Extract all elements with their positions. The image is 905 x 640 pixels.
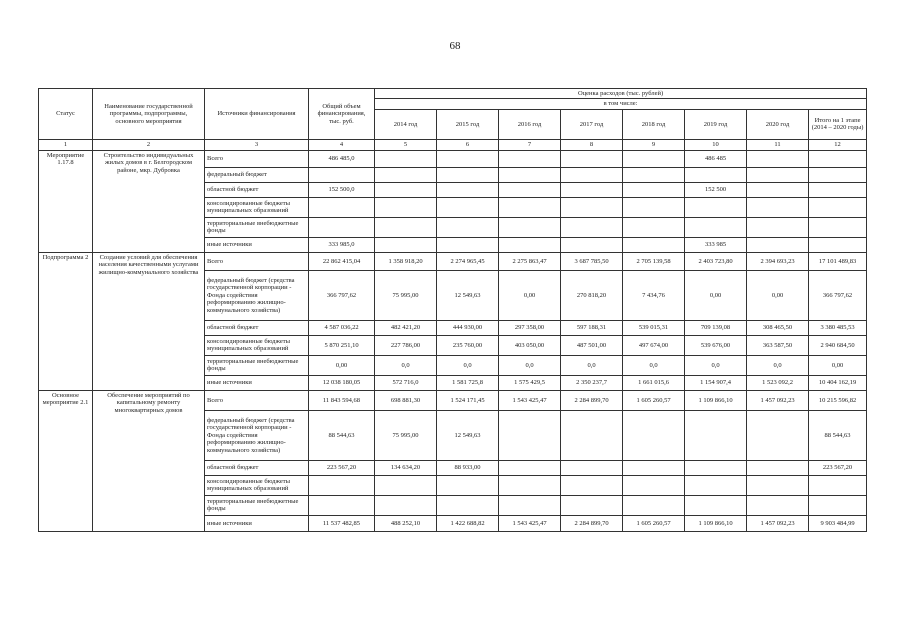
funding-source: иные источники xyxy=(205,375,309,390)
header-status: Статус xyxy=(39,89,93,140)
year-value: 1 605 260,57 xyxy=(623,390,685,410)
header-year: 2014 год xyxy=(375,109,437,139)
year-value xyxy=(561,197,623,217)
year-value xyxy=(561,217,623,237)
year-value xyxy=(499,495,561,515)
year-value: 2 403 723,80 xyxy=(685,252,747,270)
year-value: 333 985 xyxy=(685,237,747,252)
year-value xyxy=(375,237,437,252)
funding-source: федеральный бюджет (средства государственной корпорации - Фонда содействия реформированию жилищно-коммунального хозяйства) xyxy=(205,410,309,460)
total-value xyxy=(309,197,375,217)
total-value: 12 038 180,05 xyxy=(309,375,375,390)
header-year: 2016 год xyxy=(499,109,561,139)
funding-source: иные источники xyxy=(205,515,309,531)
year-value: 2 705 139,58 xyxy=(623,252,685,270)
year-value xyxy=(561,495,623,515)
year-value xyxy=(623,197,685,217)
year-value xyxy=(499,167,561,182)
year-value xyxy=(623,217,685,237)
year-value: 9 903 484,99 xyxy=(809,515,867,531)
year-value xyxy=(623,475,685,495)
column-number: 3 xyxy=(205,139,309,150)
column-number: 2 xyxy=(93,139,205,150)
page-number: 68 xyxy=(449,40,461,52)
year-value: 75 995,00 xyxy=(375,270,437,320)
year-value xyxy=(437,182,499,197)
year-value xyxy=(809,495,867,515)
year-value xyxy=(437,475,499,495)
year-value xyxy=(747,182,809,197)
year-value: 1 109 866,10 xyxy=(685,390,747,410)
total-value: 4 587 036,22 xyxy=(309,320,375,335)
year-value xyxy=(561,167,623,182)
year-value xyxy=(623,237,685,252)
row-status: Мероприятие 1.17.8 xyxy=(39,150,93,252)
year-value: 0,0 xyxy=(623,355,685,375)
funding-source: иные источники xyxy=(205,237,309,252)
year-value xyxy=(561,182,623,197)
year-value: 572 716,0 xyxy=(375,375,437,390)
year-value xyxy=(561,410,623,460)
year-value xyxy=(499,475,561,495)
year-value: 403 050,00 xyxy=(499,335,561,355)
year-value: 10 404 162,19 xyxy=(809,375,867,390)
year-value: 486 485 xyxy=(685,150,747,167)
year-value: 1 422 688,82 xyxy=(437,515,499,531)
funding-source: областной бюджет xyxy=(205,460,309,475)
year-value: 2 350 237,7 xyxy=(561,375,623,390)
year-value: 1 457 092,23 xyxy=(747,390,809,410)
year-value: 0,00 xyxy=(809,355,867,375)
year-value: 0,0 xyxy=(499,355,561,375)
year-value xyxy=(809,217,867,237)
year-value xyxy=(685,197,747,217)
total-value xyxy=(309,167,375,182)
year-value xyxy=(437,495,499,515)
year-value: 88 544,63 xyxy=(809,410,867,460)
column-number: 8 xyxy=(561,139,623,150)
total-value: 22 862 415,04 xyxy=(309,252,375,270)
column-number: 4 xyxy=(309,139,375,150)
year-value: 270 818,20 xyxy=(561,270,623,320)
total-value: 152 500,0 xyxy=(309,182,375,197)
year-value: 0,0 xyxy=(561,355,623,375)
year-value xyxy=(437,217,499,237)
year-value xyxy=(499,410,561,460)
column-number: 7 xyxy=(499,139,561,150)
year-value xyxy=(685,495,747,515)
year-value xyxy=(561,460,623,475)
year-value xyxy=(747,460,809,475)
header-year: 2020 год xyxy=(747,109,809,139)
year-value xyxy=(685,217,747,237)
total-value: 223 567,20 xyxy=(309,460,375,475)
year-value xyxy=(499,237,561,252)
year-value xyxy=(561,150,623,167)
year-value: 1 154 907,4 xyxy=(685,375,747,390)
total-value: 11 843 594,68 xyxy=(309,390,375,410)
year-value xyxy=(747,237,809,252)
year-value xyxy=(437,237,499,252)
year-value: 227 786,00 xyxy=(375,335,437,355)
year-value xyxy=(375,495,437,515)
year-value xyxy=(685,410,747,460)
column-number: 9 xyxy=(623,139,685,150)
year-value xyxy=(437,197,499,217)
year-value xyxy=(685,460,747,475)
header-total: Общий объем финансирования, тыс. руб. xyxy=(309,89,375,140)
funding-source: территориальные внебюджетные фонды xyxy=(205,355,309,375)
year-value: 235 760,00 xyxy=(437,335,499,355)
year-value xyxy=(561,237,623,252)
year-value xyxy=(747,167,809,182)
year-value: 597 188,31 xyxy=(561,320,623,335)
row-name: Создание условий для обеспечения населения качественными услугами жилищно-коммунального хозяйства xyxy=(93,252,205,390)
year-value: 497 674,00 xyxy=(623,335,685,355)
total-value xyxy=(309,475,375,495)
year-value xyxy=(809,150,867,167)
year-value: 1 524 171,45 xyxy=(437,390,499,410)
year-value: 152 500 xyxy=(685,182,747,197)
header-name: Наименование государственной программы, подпрограммы, основного мероприятия xyxy=(93,89,205,140)
year-value: 366 797,62 xyxy=(809,270,867,320)
year-value xyxy=(809,167,867,182)
year-value: 0,0 xyxy=(437,355,499,375)
year-value: 539 015,31 xyxy=(623,320,685,335)
year-value: 0,00 xyxy=(747,270,809,320)
funding-source: территориальные внебюджетные фонды xyxy=(205,217,309,237)
year-value xyxy=(437,167,499,182)
column-number: 6 xyxy=(437,139,499,150)
year-value: 0,0 xyxy=(747,355,809,375)
total-value: 366 797,62 xyxy=(309,270,375,320)
year-value: 1 457 092,23 xyxy=(747,515,809,531)
column-number: 12 xyxy=(809,139,867,150)
year-value: 297 358,00 xyxy=(499,320,561,335)
year-value: 2 275 863,47 xyxy=(499,252,561,270)
year-value: 1 543 425,47 xyxy=(499,515,561,531)
year-value: 0,00 xyxy=(685,270,747,320)
total-value xyxy=(309,495,375,515)
funding-source: консолидированные бюджеты муниципальных образований xyxy=(205,475,309,495)
total-value: 5 870 251,10 xyxy=(309,335,375,355)
year-value: 1 543 425,47 xyxy=(499,390,561,410)
year-value: 1 581 725,8 xyxy=(437,375,499,390)
year-value: 12 549,63 xyxy=(437,410,499,460)
year-value xyxy=(375,182,437,197)
total-value: 333 985,0 xyxy=(309,237,375,252)
year-value xyxy=(499,460,561,475)
year-value xyxy=(747,410,809,460)
year-value xyxy=(499,182,561,197)
year-value: 2 394 693,23 xyxy=(747,252,809,270)
year-value: 1 575 429,5 xyxy=(499,375,561,390)
header-year: 2017 год xyxy=(561,109,623,139)
funding-source: областной бюджет xyxy=(205,320,309,335)
year-value: 17 101 489,83 xyxy=(809,252,867,270)
year-value xyxy=(747,150,809,167)
year-value xyxy=(623,460,685,475)
table-row xyxy=(39,252,867,270)
year-value xyxy=(437,150,499,167)
total-value: 486 485,0 xyxy=(309,150,375,167)
year-value: 7 434,76 xyxy=(623,270,685,320)
year-value: 1 605 260,57 xyxy=(623,515,685,531)
year-value: 698 881,30 xyxy=(375,390,437,410)
year-value: 134 634,20 xyxy=(375,460,437,475)
header-year: 2018 год xyxy=(623,109,685,139)
total-value: 0,00 xyxy=(309,355,375,375)
column-number: 5 xyxy=(375,139,437,150)
funding-source: территориальные внебюджетные фонды xyxy=(205,495,309,515)
year-value: 0,0 xyxy=(375,355,437,375)
table-row xyxy=(39,150,867,167)
header-year: 2019 год xyxy=(685,109,747,139)
year-value xyxy=(685,475,747,495)
year-value xyxy=(375,217,437,237)
table-row xyxy=(39,390,867,410)
year-value: 3 380 485,53 xyxy=(809,320,867,335)
year-value: 2 284 899,70 xyxy=(561,390,623,410)
header-including: в том числе: xyxy=(375,99,867,109)
funding-source: федеральный бюджет xyxy=(205,167,309,182)
year-value: 1 523 092,2 xyxy=(747,375,809,390)
year-value: 1 109 866,10 xyxy=(685,515,747,531)
year-value xyxy=(809,237,867,252)
funding-source: Всего xyxy=(205,390,309,410)
year-value: 1 661 015,6 xyxy=(623,375,685,390)
year-value xyxy=(685,167,747,182)
year-value: 488 252,10 xyxy=(375,515,437,531)
row-status: Подпрограмма 2 xyxy=(39,252,93,390)
year-value xyxy=(747,197,809,217)
year-value: 12 549,63 xyxy=(437,270,499,320)
year-value xyxy=(623,410,685,460)
budget-table xyxy=(38,88,867,532)
year-value xyxy=(499,197,561,217)
year-value xyxy=(375,167,437,182)
year-value: 444 930,00 xyxy=(437,320,499,335)
year-value: 2 274 965,45 xyxy=(437,252,499,270)
year-value: 2 940 684,50 xyxy=(809,335,867,355)
header-year: 2015 год xyxy=(437,109,499,139)
year-value xyxy=(375,475,437,495)
year-value xyxy=(809,475,867,495)
year-value xyxy=(375,197,437,217)
year-value: 308 465,50 xyxy=(747,320,809,335)
year-value: 0,00 xyxy=(499,270,561,320)
year-value: 223 567,20 xyxy=(809,460,867,475)
year-value xyxy=(623,167,685,182)
funding-source: Всего xyxy=(205,252,309,270)
column-number: 10 xyxy=(685,139,747,150)
year-value: 10 215 596,82 xyxy=(809,390,867,410)
row-status: Основное мероприятие 2.1 xyxy=(39,390,93,531)
funding-source: Всего xyxy=(205,150,309,167)
year-value: 88 933,00 xyxy=(437,460,499,475)
year-value xyxy=(623,182,685,197)
header-year: Итого на 1 этапе (2014 – 2020 годы) xyxy=(809,109,867,139)
year-value xyxy=(747,495,809,515)
year-value xyxy=(747,475,809,495)
year-value: 75 995,00 xyxy=(375,410,437,460)
year-value: 2 284 899,70 xyxy=(561,515,623,531)
year-value: 1 358 918,20 xyxy=(375,252,437,270)
header-estimate: Оценка расходов (тыс. рублей) xyxy=(375,89,867,99)
row-name: Строительство индивидуальных жилых домов в г. Белгородском районе, мкр. Дубровка xyxy=(93,150,205,252)
funding-source: консолидированные бюджеты муниципальных образований xyxy=(205,197,309,217)
total-value xyxy=(309,217,375,237)
year-value: 709 139,08 xyxy=(685,320,747,335)
year-value: 482 421,20 xyxy=(375,320,437,335)
year-value xyxy=(623,150,685,167)
year-value xyxy=(375,150,437,167)
funding-source: федеральный бюджет (средства государственной корпорации - Фонда содействия реформированию жилищно-коммунального хозяйства) xyxy=(205,270,309,320)
year-value: 0,0 xyxy=(685,355,747,375)
header-source: Источники финансирования xyxy=(205,89,309,140)
year-value: 487 501,00 xyxy=(561,335,623,355)
year-value: 539 676,00 xyxy=(685,335,747,355)
year-value xyxy=(499,217,561,237)
year-value xyxy=(561,475,623,495)
funding-source: консолидированные бюджеты муниципальных образований xyxy=(205,335,309,355)
year-value xyxy=(623,495,685,515)
row-name: Обеспечение мероприятий по капитальному ремонту многоквартирных домов xyxy=(93,390,205,531)
year-value: 3 687 785,50 xyxy=(561,252,623,270)
total-value: 11 537 482,85 xyxy=(309,515,375,531)
year-value xyxy=(809,182,867,197)
column-number: 1 xyxy=(39,139,93,150)
year-value xyxy=(747,217,809,237)
column-number: 11 xyxy=(747,139,809,150)
funding-source: областной бюджет xyxy=(205,182,309,197)
year-value xyxy=(499,150,561,167)
total-value: 88 544,63 xyxy=(309,410,375,460)
year-value xyxy=(809,197,867,217)
year-value: 363 587,50 xyxy=(747,335,809,355)
